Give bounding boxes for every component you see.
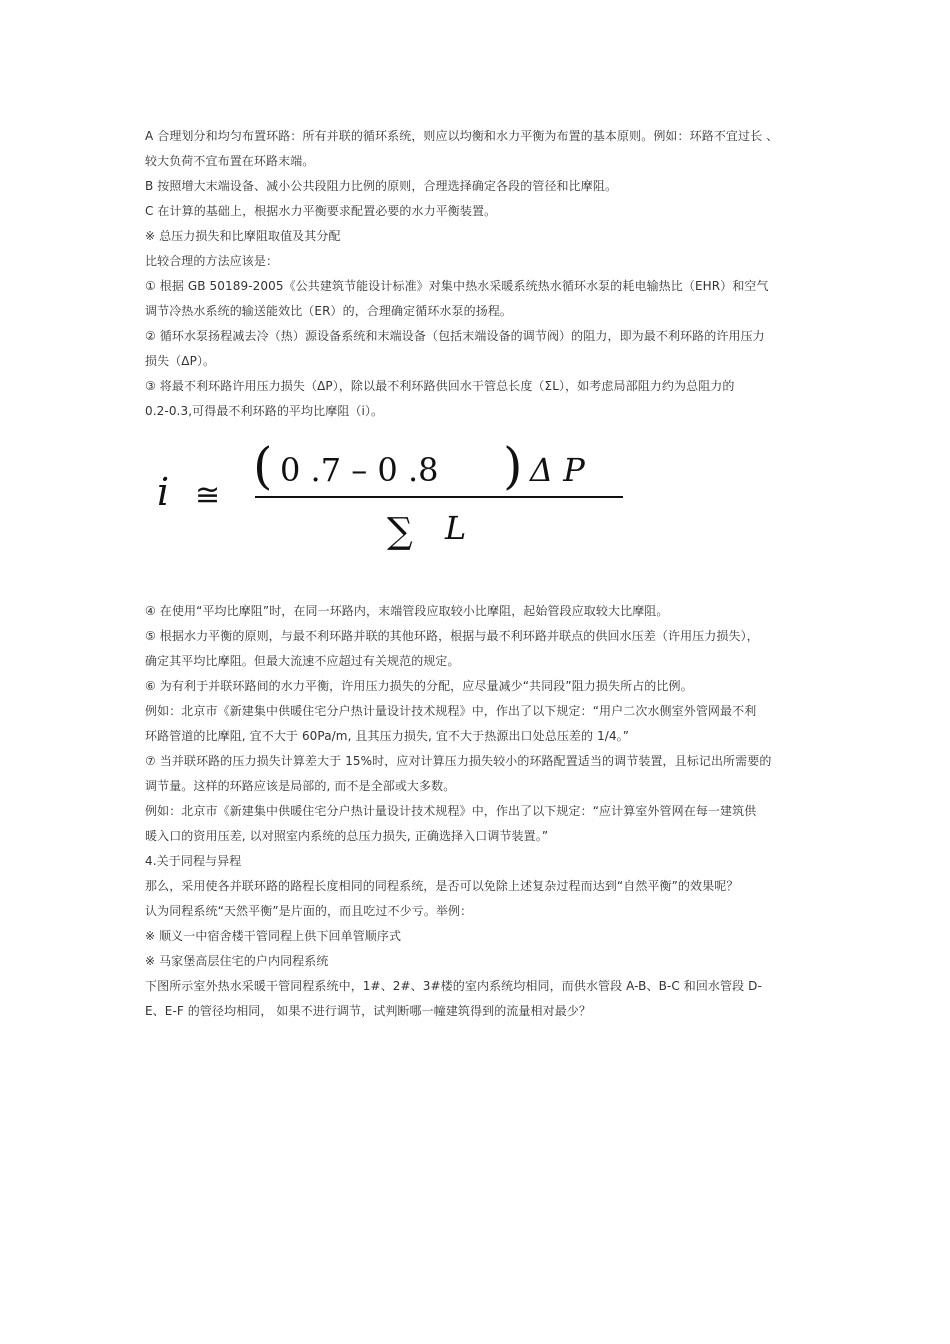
paragraph-line: 调节量。这样的环路应该是局部的, 而不是全部或大多数。	[145, 779, 456, 793]
formula-approx: ≅	[195, 478, 221, 513]
paragraph-line: ※ 顺义一中宿舍楼干管同程上供下回单管顺序式	[145, 929, 402, 943]
paragraph-line: 比较合理的方法应该是：	[145, 254, 279, 268]
paragraph-line: B 按照增大末端设备、减小公共段阻力比例的原则，合理选择确定各段的管径和比摩阻。	[145, 179, 618, 193]
paragraph-line: 例如：北京市《新建集中供暖住宅分户热计量设计技术规程》中，作出了以下规定：“用户二次水侧室外管网最不利	[145, 704, 757, 718]
paragraph-line: 暖入口的资用压差, 以对照室内系统的总压力损失, 正确选择入口调节装置。”	[145, 829, 549, 843]
paragraph-line: A 合理划分和均匀布置环路：所有并联的循环系统，则应以均衡和水力平衡为布置的基本原则。例如：环路不宜过长 、	[145, 129, 779, 143]
paragraph-line: C 在计算的基础上，根据水力平衡要求配置必要的水力平衡装置。	[145, 204, 497, 218]
formula-i: i	[157, 470, 170, 514]
friction-formula-image	[145, 425, 645, 585]
paragraph-line: 例如：北京市《新建集中供暖住宅分户热计量设计技术规程》中，作出了以下规定：“应计算室外管网在每一建筑供	[145, 804, 757, 818]
paragraph-line: 环路管道的比摩阻, 宜不大于 60Pa/m, 且其压力损失, 宜不大于热源出口处总压差的 1/4。”	[145, 729, 630, 743]
paragraph-line: 调节冷热水系统的输送能效比（ER）的，合理确定循环水泵的扬程。	[145, 304, 513, 318]
formula-svg	[145, 425, 645, 585]
paragraph-line: 认为同程系统“天然平衡”是片面的，而且吃过不少亏。举例：	[145, 904, 473, 918]
formula-L: L	[445, 509, 467, 547]
formula-numerator: 0 .7 – 0 .8	[280, 451, 439, 489]
paragraph-line: ※ 总压力损失和比摩阻取值及其分配	[145, 229, 341, 243]
paragraph-line: ③ 将最不利环路许用压力损失（ΔP），除以最不利环路供回水干管总长度（ΣL），如考虑局部阻力约为总阻力的	[145, 379, 735, 393]
paragraph-line: 那么，采用使各并联环路的路程长度相同的同程系统，是否可以免除上述复杂过程而达到“自然平衡”的效果呢？	[145, 879, 739, 893]
paragraph-line: ② 循环水泵扬程减去冷（热）源设备系统和末端设备（包括末端设备的调节阀）的阻力，即为最不利环路的许用压力	[145, 329, 765, 343]
paragraph-line: 损失（ΔP）。	[145, 354, 216, 368]
paragraph-line: 0.2-0.3,可得最不利环路的平均比摩阻（i）。	[145, 404, 384, 418]
section-heading: 4.关于同程与异程	[145, 854, 242, 868]
paragraph-line: 下图所示室外热水采暖干管同程系统中，1#、2#、3#楼的室内系统均相同，而供水管段 A-B、B-C 和回水管段 D-	[145, 979, 762, 993]
paragraph-line: ⑤ 根据水力平衡的原则，与最不利环路并联的其他环路，根据与最不利环路并联点的供回水压差（许用压力损失），	[145, 629, 759, 643]
paragraph-line: ※ 马家堡高层住宅的户内同程系统	[145, 954, 329, 968]
paragraph-line: ⑥ 为有利于并联环路间的水力平衡，许用压力损失的分配，应尽量减少“共同段”阻力损失所占的比例。	[145, 679, 693, 693]
paragraph-line: ① 根据 GB 50189-2005《公共建筑节能设计标准》对集中热水采暖系统热水循环水泵的耗电输热比（EHR）和空气	[145, 279, 769, 293]
paragraph-line: E、E-F 的管径均相同， 如果不进行调节，试判断哪一幢建筑得到的流量相对最少？	[145, 1004, 592, 1018]
formula-open-paren: (	[253, 437, 273, 495]
paragraph-line: ⑦ 当并联环路的压力损失计算差大于 15%时，应对计算压力损失较小的环路配置适当的调节装置，且标记出所需要的	[145, 754, 772, 768]
formula-close-paren: )	[503, 437, 523, 495]
paragraph-line: 确定其平均比摩阻。但最大流速不应超过有关规范的规定。	[145, 654, 460, 668]
paragraph-line: ④ 在使用“平均比摩阻”时，在同一环路内，末端管段应取较小比摩阻，起始管段应取较大比摩阻。	[145, 604, 669, 618]
formula-sigma: ∑	[387, 511, 413, 552]
paragraph-line: 较大负荷不宜布置在环路末端。	[145, 154, 315, 168]
formula-delta-p: Δ P	[530, 451, 585, 489]
